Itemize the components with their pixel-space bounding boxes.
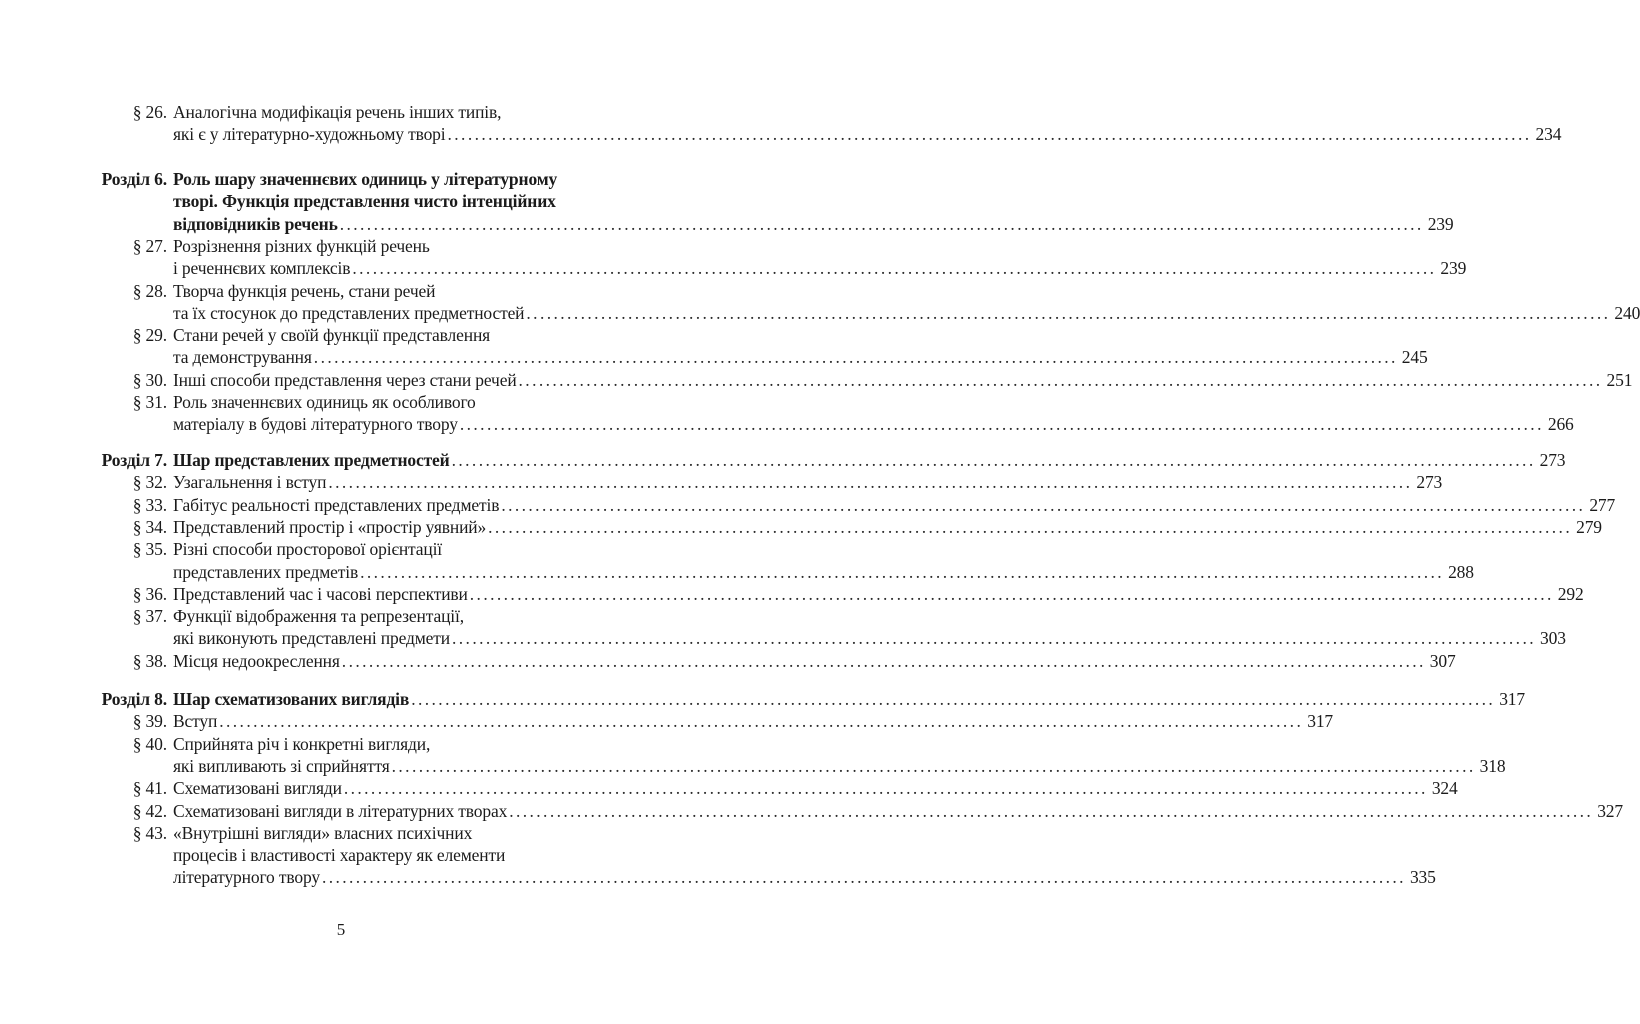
toc-line: [0, 470, 1443, 494]
dot-leader: ................................................................................................................................................................: [321, 867, 1406, 888]
toc-line: [0, 390, 682, 414]
toc-line: [0, 799, 1623, 823]
section-title: які є у літературно-художньому творі: [173, 124, 446, 145]
dot-leader: ................................................................................................................................................................: [447, 124, 1532, 145]
page-ref: 239: [1427, 213, 1454, 234]
section-title: літературного твору: [173, 867, 320, 888]
toc-line: [0, 279, 682, 303]
toc-line: [0, 649, 1456, 673]
toc-entry-with-page: [173, 122, 1562, 146]
section-title: та демонстрування: [173, 347, 312, 368]
toc-line: [0, 709, 1334, 733]
page-ref: 266: [1547, 414, 1574, 435]
dot-leader: ................................................................................................................................................................: [341, 650, 1426, 671]
section-title: Сприйнята річ і конкретні вигляди,: [173, 733, 431, 754]
section-number: § 27.: [132, 235, 167, 256]
section-number: § 34.: [132, 516, 167, 537]
section-title: Габітус реальності представлених предметів: [173, 494, 500, 515]
section-title: які виконують представлені предмети: [173, 628, 450, 649]
page-number: 5: [336, 920, 346, 939]
toc-entry-with-page: [173, 776, 1458, 800]
page-ref: 292: [1557, 583, 1584, 604]
section-number: § 40.: [132, 733, 167, 754]
section-number: § 28.: [132, 280, 167, 301]
page-ref: 288: [1448, 561, 1474, 582]
toc-entry-with-page: [173, 256, 1467, 280]
toc-line: [0, 582, 1584, 606]
dot-leader: ................................................................................................................................................................: [352, 258, 1437, 279]
toc-line: [0, 732, 682, 756]
page-ref: 239: [1440, 258, 1467, 279]
toc-entry-with-page: [173, 865, 1436, 889]
section-title: Різні способи просторової орієнтації: [173, 539, 443, 560]
dot-leader: ................................................................................................................................................................: [509, 800, 1594, 821]
toc-line: [0, 626, 1566, 650]
toc-line: [0, 604, 682, 628]
dot-leader: ................................................................................................................................................................: [526, 302, 1611, 323]
section-title: Вступ: [173, 711, 218, 732]
dot-leader: ................................................................................................................................................................: [219, 711, 1304, 732]
dot-leader: ................................................................................................................................................................: [469, 583, 1554, 604]
toc-line: [0, 100, 682, 124]
page-ref: 324: [1431, 778, 1458, 799]
dot-leader: ................................................................................................................................................................: [518, 369, 1603, 390]
toc-line: [0, 843, 682, 867]
dot-leader: ................................................................................................................................................................: [313, 347, 1398, 368]
toc-line: [0, 687, 1526, 711]
toc-line: [0, 560, 1474, 584]
toc-line: [0, 301, 1640, 325]
toc-entry-with-page: [173, 448, 1566, 472]
page-ref: 317: [1499, 689, 1526, 709]
section-title: Роль значеннєвих одиниць як особливого: [173, 392, 476, 412]
toc-line: [0, 537, 682, 561]
section-number: § 38.: [132, 650, 167, 671]
toc-line: [0, 368, 1633, 392]
toc-line: [0, 754, 1506, 778]
section-number: § 37.: [132, 606, 167, 627]
section-title: Місця недоокреслення: [173, 650, 340, 671]
toc-entry-with-page: [173, 626, 1566, 650]
section-title: Розрізнення різних функцій речень: [173, 235, 430, 256]
section-number: § 29.: [132, 325, 167, 346]
section-title: Представлений час і часові перспективи: [173, 583, 468, 604]
toc-line: [0, 323, 682, 347]
dot-leader: ................................................................................................................................................................: [451, 450, 1536, 470]
section-title: процесів і властивості характеру як елементи: [173, 845, 506, 866]
toc-line: [0, 234, 682, 258]
dot-leader: ................................................................................................................................................................: [452, 628, 1536, 649]
toc-entry-with-page: [173, 649, 1456, 673]
toc-entry-with-page: [173, 212, 1454, 236]
toc-entry-with-page: [173, 515, 1602, 539]
section-title: Функції відображення та репрезентації,: [173, 606, 464, 627]
toc-line: [0, 122, 1562, 146]
section-number: § 43.: [132, 822, 167, 843]
toc-entry-with-page: [173, 799, 1623, 823]
chapter-number: Розділ 6.: [101, 169, 167, 189]
dot-leader: ................................................................................................................................................................: [411, 689, 1496, 709]
section-number: § 30.: [132, 369, 167, 390]
page-ref: 317: [1307, 711, 1334, 732]
section-title: Схематизовані вигляди: [173, 778, 342, 799]
section-title: представлених предметів: [173, 561, 359, 582]
page-ref: 307: [1429, 650, 1456, 671]
section-title: Творча функція речень, стани речей: [173, 280, 436, 301]
section-number: § 41.: [132, 778, 167, 799]
page-ref: 335: [1409, 867, 1436, 888]
section-title: Інші способи представлення через стани речей: [173, 369, 517, 390]
section-title: які випливають зі сприйняття: [173, 755, 390, 776]
section-title: та їх стосунок до представлених предметностей: [173, 302, 525, 323]
dot-leader: ................................................................................................................................................................: [360, 561, 1445, 582]
toc-line: [0, 189, 682, 213]
section-number: § 26.: [132, 102, 167, 122]
section-title: Стани речей у своїй функції представлення: [173, 325, 491, 346]
toc-line: [0, 256, 1467, 280]
section-number: § 33.: [132, 494, 167, 515]
toc-line: [0, 345, 1428, 369]
toc-line: [0, 412, 1574, 436]
toc-entry-with-page: [173, 345, 1428, 369]
page-ref: 240: [1614, 302, 1640, 323]
chapter-title: відповідників речень: [173, 213, 338, 234]
toc-entry-with-page: [173, 470, 1443, 494]
page-ref: 273: [1539, 450, 1566, 470]
toc-line: [0, 167, 682, 191]
dot-leader: ................................................................................................................................................................: [488, 516, 1573, 537]
page-ref: 277: [1589, 494, 1616, 515]
dot-leader: ................................................................................................................................................................: [501, 494, 1586, 515]
section-number: § 35.: [132, 539, 167, 560]
toc-line: [0, 865, 1436, 889]
section-title: і реченнєвих комплексів: [173, 258, 351, 279]
toc-line: [0, 448, 1566, 472]
section-number: § 42.: [132, 800, 167, 821]
chapter-title: творі. Функція представлення чисто інтенційних: [173, 191, 556, 212]
section-number: § 39.: [132, 711, 167, 732]
dot-leader: ................................................................................................................................................................: [328, 472, 1413, 493]
toc-line: [0, 821, 682, 845]
dot-leader: ................................................................................................................................................................: [343, 778, 1428, 799]
toc-line: [0, 212, 1454, 236]
dot-leader: ................................................................................................................................................................: [459, 414, 1544, 435]
section-title: матеріалу в будові літературного твору: [173, 414, 458, 435]
chapter-title: Роль шару значеннєвих одиниць у літературному: [173, 169, 558, 189]
page-ref: 251: [1606, 369, 1633, 390]
toc-line: [0, 776, 1458, 800]
page-ref: 318: [1479, 755, 1506, 776]
page-ref: 245: [1401, 347, 1428, 368]
page-ref: 234: [1535, 124, 1562, 145]
chapter-number: Розділ 7.: [101, 450, 167, 470]
toc-entry-with-page: [173, 687, 1526, 711]
dot-leader: ................................................................................................................................................................: [391, 755, 1476, 776]
dot-leader: ................................................................................................................................................................: [339, 213, 1424, 234]
section-number: § 36.: [132, 583, 167, 604]
page-ref: 303: [1540, 628, 1566, 649]
chapter-number: Розділ 8.: [101, 689, 167, 709]
section-number: § 31.: [132, 392, 167, 412]
section-title: Узагальнення і вступ: [173, 472, 327, 493]
toc-line: [0, 515, 1602, 539]
section-title: Аналогічна модифікація речень інших типів,: [173, 102, 502, 122]
toc-entry-with-page: [173, 754, 1506, 778]
chapter-title: Шар схематизованих виглядів: [173, 689, 410, 709]
page-ref: 273: [1416, 472, 1443, 493]
section-number: § 32.: [132, 472, 167, 493]
toc-entry-with-page: [173, 560, 1474, 584]
toc-entry-with-page: [173, 301, 1640, 325]
toc-entry-with-page: [173, 582, 1584, 606]
toc-entry-with-page: [173, 368, 1633, 392]
page-ref: 327: [1597, 800, 1623, 821]
section-title: «Внутрішні вигляди» власних психічних: [173, 822, 473, 843]
toc-entry-with-page: [173, 493, 1616, 517]
toc-line: [0, 493, 1616, 517]
section-title: Представлений простір і «простір уявний»: [173, 516, 487, 537]
chapter-title: Шар представлених предметностей: [173, 450, 450, 470]
toc-entry-with-page: [173, 412, 1574, 436]
toc-entry-with-page: [173, 709, 1334, 733]
page-ref: 279: [1576, 516, 1602, 537]
section-title: Схематизовані вигляди в літературних творах: [173, 800, 508, 821]
